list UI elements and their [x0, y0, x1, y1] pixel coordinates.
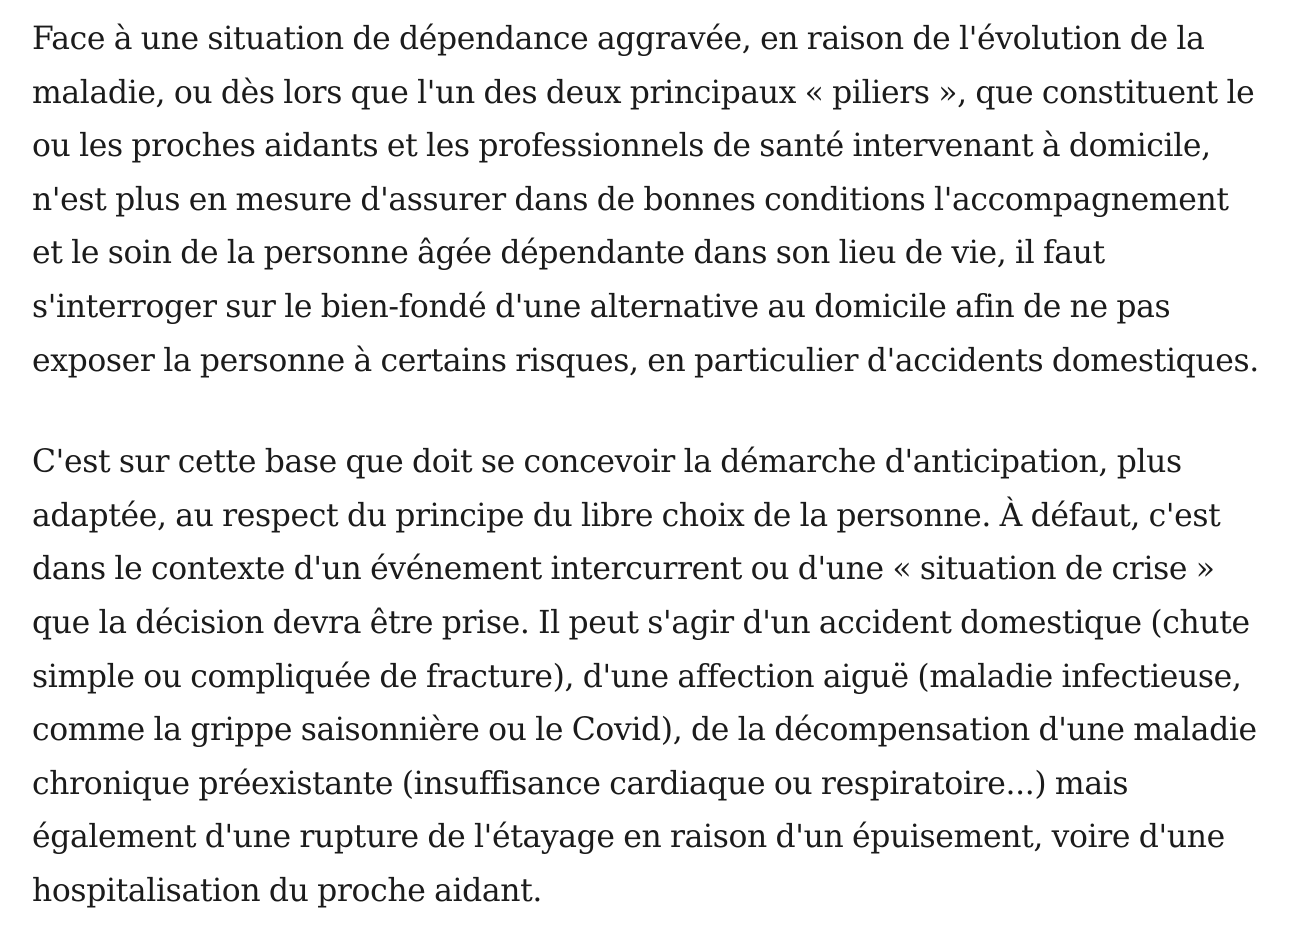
paragraph-line: adaptée, au respect du principe du libre choix de la personne. À défaut, c'est — [32, 497, 1221, 534]
paragraph-line: chronique préexistante (insuffisance cardiaque ou respiratoire...) mais — [32, 765, 1129, 802]
paragraph-line: C'est sur cette base que doit se concevoir la démarche d'anticipation, plus — [32, 444, 1182, 481]
paragraph-line: que la décision devra être prise. Il peut s'agir d'un accident domestique (chute — [32, 604, 1250, 641]
paragraph-line: hospitalisation du proche aidant. — [32, 872, 543, 909]
paragraph-line: s'interroger sur le bien-fondé d'une alternative au domicile afin de ne pas — [32, 288, 1171, 325]
paragraph-line: Face à une situation de dépendance aggravée, en raison de l'évolution de la — [32, 21, 1205, 57]
paragraph-line: exposer la personne à certains risques, en particulier d'accidents domestiques. — [32, 342, 1259, 379]
paragraph-dependance — [32, 13, 1312, 388]
paragraph-line: et le soin de la personne âgée dépendante dans son lieu de vie, il faut — [32, 235, 1105, 272]
paragraph-spacer — [32, 388, 1312, 436]
paragraph-line: ou les proches aidants et les professionnels de santé intervenant à domicile, — [32, 128, 1211, 165]
paragraph-line: n'est plus en mesure d'assurer dans de bonnes conditions l'accompagnement — [32, 181, 1229, 218]
paragraph-line: dans le contexte d'un événement intercurrent ou d'une « situation de crise » — [32, 551, 1215, 588]
paragraph-line: également d'une rupture de l'étayage en raison d'un épuisement, voire d'une — [32, 819, 1225, 856]
paragraph-line: comme la grippe saisonnière ou le Covid), de la décompensation d'une maladie — [32, 712, 1257, 749]
paragraph-line: maladie, ou dès lors que l'un des deux principaux « piliers », que constituent le — [32, 74, 1255, 111]
article-body — [32, 13, 1312, 919]
paragraph-line: simple ou compliquée de fracture), d'une affection aiguë (maladie infectieuse, — [32, 658, 1242, 695]
paragraph-anticipation — [32, 436, 1312, 918]
